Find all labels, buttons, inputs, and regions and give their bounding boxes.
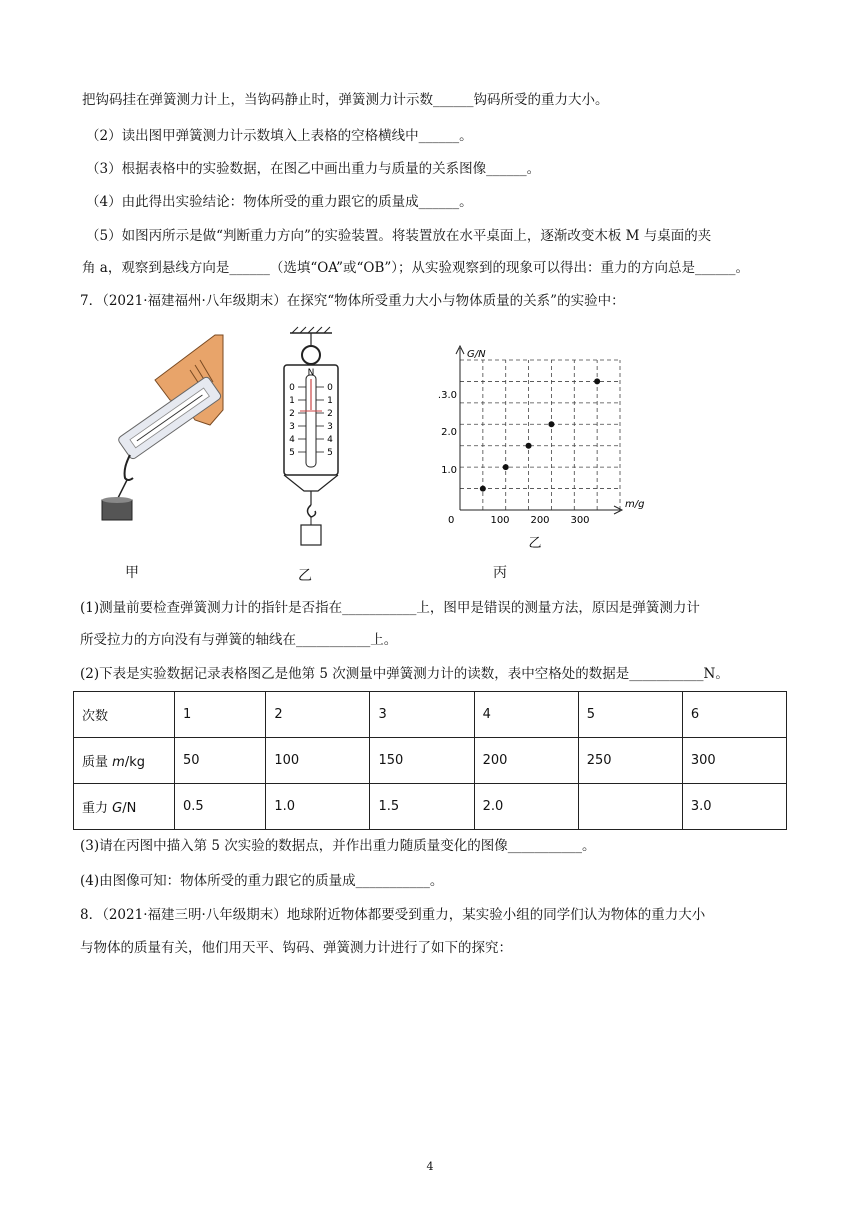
- data-point: [503, 464, 509, 470]
- table-cell: 300: [682, 738, 786, 784]
- scale-left-0: 0: [289, 383, 295, 393]
- question-6-part1-tail: 把钩码挂在弹簧测力计上，当钩码静止时，弹簧测力计示数______钩码所受的重力大小。: [82, 92, 609, 108]
- question-6-part3: （3）根据表格中的实验数据，在图乙中画出重力与质量的关系图像______。: [86, 161, 541, 177]
- question-8-title-cont: 与物体的质量有关，他们用天平、钩码、弹簧测力计进行了如下的探究：: [80, 940, 512, 956]
- question-6-part5-cont: 角 a，观察到悬线方向是______（选填“OA”或“OB”）；从实验观察到的现象可以得出：重力的方向总是______。: [82, 260, 750, 276]
- data-table: [73, 691, 787, 830]
- table-cell: 质量 m/kg: [74, 738, 175, 784]
- table-cell: 重力 G/N: [74, 784, 175, 830]
- figure-label-jia: 甲: [125, 565, 139, 581]
- table-cell: 250: [578, 738, 682, 784]
- figure-label-bing: 丙: [493, 565, 507, 581]
- question-7-part1-cont: 所受拉力的方向没有与弹簧的轴线在___________上。: [80, 632, 398, 648]
- table-row: [74, 784, 787, 830]
- data-point: [526, 443, 532, 449]
- question-7-title: 7．（2021·福建福州·八年级期末）在探究“物体所受重力大小与物体质量的关系”的实验中：: [80, 293, 625, 309]
- table-cell: 3: [370, 692, 474, 738]
- table-cell: 1: [175, 692, 266, 738]
- scale-left-5: 5: [289, 448, 295, 458]
- y-tick-3: .3.0: [437, 390, 457, 401]
- x-tick-100: 100: [490, 515, 510, 526]
- scale-right-4: 4: [327, 435, 333, 445]
- table-cell: 100: [266, 738, 370, 784]
- table-cell: [578, 784, 682, 830]
- data-point: [594, 378, 600, 384]
- table-cell: 6: [682, 692, 786, 738]
- table-cell: 1.5: [370, 784, 474, 830]
- x-tick-0: 0: [448, 515, 455, 526]
- page-number: 4: [426, 1160, 434, 1173]
- data-point: [480, 486, 486, 492]
- scale-right-5: 5: [327, 448, 333, 458]
- table-row: [74, 692, 787, 738]
- table-cell: 4: [474, 692, 578, 738]
- scale-unit-label: N: [307, 368, 315, 378]
- data-point: [548, 421, 554, 427]
- table-cell: 5: [578, 692, 682, 738]
- x-tick-200: 200: [530, 515, 550, 526]
- table-cell: 3.0: [682, 784, 786, 830]
- scale-left-4: 4: [289, 435, 295, 445]
- y-tick-2: 2.0: [441, 427, 457, 438]
- table-cell: 150: [370, 738, 474, 784]
- table-cell: 50: [175, 738, 266, 784]
- question-6-part4: （4）由此得出实验结论：物体所受的重力跟它的质量成______。: [86, 194, 473, 210]
- figure-yi: [270, 325, 350, 555]
- question-7-part3: (3)请在丙图中描入第 5 次实验的数据点，并作出重力随质量变化的图像___________。: [80, 838, 596, 854]
- x-axis-label: m/g: [625, 499, 645, 510]
- figure-jia: [95, 330, 235, 530]
- y-tick-1: 1.0: [441, 465, 457, 476]
- scale-right-1: 1: [327, 396, 333, 406]
- table-cell: 次数: [74, 692, 175, 738]
- question-8-title: 8．（2021·福建三明·八年级期末）地球附近物体都要受到重力，某实验小组的同学们认为物体的重力大小: [80, 907, 706, 923]
- table-cell: 200: [474, 738, 578, 784]
- chart-caption: 乙: [528, 536, 542, 551]
- scale-right-3: 3: [327, 422, 333, 432]
- table-cell: 0.5: [175, 784, 266, 830]
- x-tick-300: 300: [570, 515, 590, 526]
- question-6-part5: （5）如图丙所示是做“判断重力方向”的实验装置。将装置放在水平桌面上，逐渐改变木板 M 与桌面的夹: [86, 228, 712, 244]
- figure-label-yi: 乙: [298, 568, 312, 584]
- question-7-part1: (1)测量前要检查弹簧测力计的指针是否指在___________上，图甲是错误的测量方法，原因是弹簧测力计: [80, 600, 700, 616]
- scale-right-0: 0: [327, 383, 333, 393]
- question-6-part2: （2）读出图甲弹簧测力计示数填入上表格的空格横线中______。: [86, 128, 473, 144]
- table-cell: 2.0: [474, 784, 578, 830]
- table-cell: 1.0: [266, 784, 370, 830]
- table-row: [74, 738, 787, 784]
- scale-left-3: 3: [289, 422, 295, 432]
- question-7-part2: (2)下表是实验数据记录表格图乙是他第 5 次测量中弹簧测力计的读数，表中空格处的数据是___________N。: [80, 666, 729, 682]
- scale-right-2: 2: [327, 409, 333, 419]
- figure-bing-chart: [420, 340, 660, 560]
- question-7-part4: (4)由图像可知：物体所受的重力跟它的质量成___________。: [80, 873, 444, 889]
- scale-left-2: 2: [289, 409, 295, 419]
- y-axis-label: G/N: [467, 349, 486, 360]
- scale-left-1: 1: [289, 396, 295, 406]
- table-cell: 2: [266, 692, 370, 738]
